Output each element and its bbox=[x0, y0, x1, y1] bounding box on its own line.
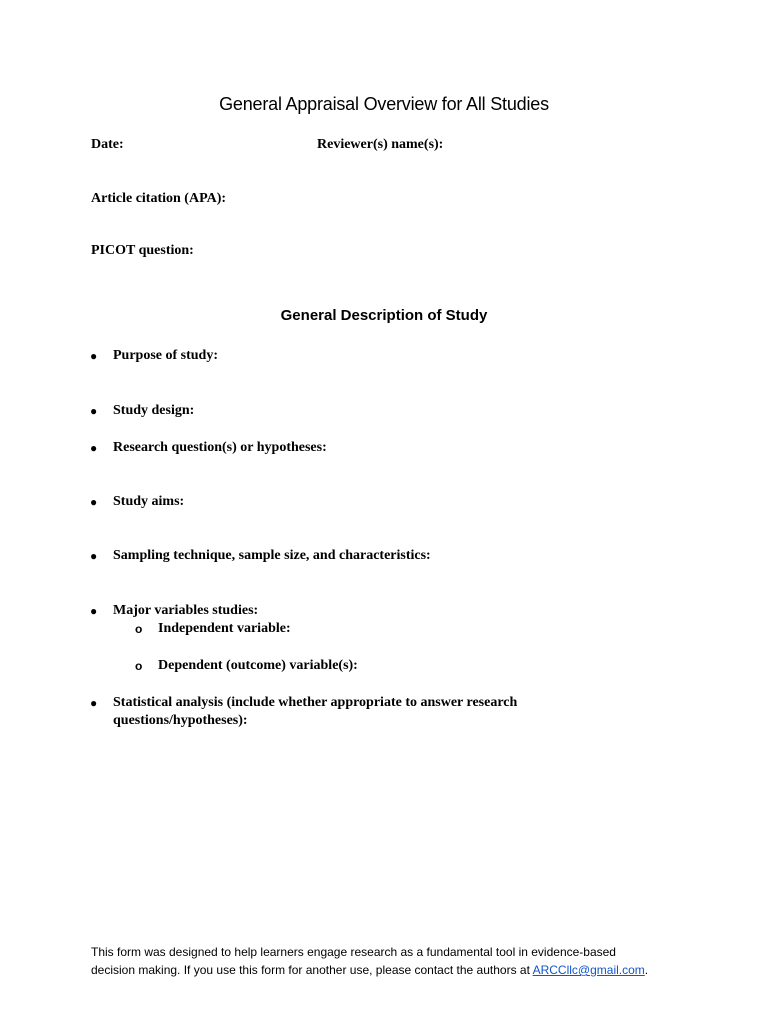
sub-bullet-icon: o bbox=[135, 659, 143, 673]
bullet-icon: ● bbox=[90, 549, 98, 563]
list-item-label: Research question(s) or hypotheses: bbox=[113, 440, 327, 455]
list-item-label-line1: Statistical analysis (include whether appropriate to answer research bbox=[113, 695, 518, 710]
contact-email-link[interactable]: ARCCllc@gmail.com bbox=[532, 963, 645, 977]
footer-note bbox=[91, 943, 711, 979]
section-title: General Description of Study bbox=[280, 307, 488, 324]
bullet-icon: ● bbox=[90, 495, 98, 509]
page-title: General Appraisal Overview for All Studies bbox=[219, 94, 549, 114]
sub-item-label: Independent variable: bbox=[158, 621, 291, 636]
bullet-icon: ● bbox=[90, 404, 98, 418]
bullet-icon: ● bbox=[90, 441, 98, 455]
footer-line2-prefix: decision making. If you use this form for another use, please contact the authors at bbox=[91, 963, 533, 977]
footer-line1: This form was designed to help learners engage research as a fundamental tool in evidence-based bbox=[91, 945, 616, 959]
list-item-label: Purpose of study: bbox=[113, 348, 219, 363]
citation-label: Article citation (APA): bbox=[91, 191, 227, 206]
bullet-icon: ● bbox=[90, 696, 98, 710]
list-item-label: Sampling technique, sample size, and characteristics: bbox=[113, 548, 431, 563]
bullet-icon: ● bbox=[90, 604, 98, 618]
list-item-label: Major variables studies: bbox=[113, 603, 259, 618]
reviewer-label: Reviewer(s) name(s): bbox=[317, 137, 444, 152]
sub-item-label: Dependent (outcome) variable(s): bbox=[158, 658, 358, 673]
list-item-label-line2: questions/hypotheses): bbox=[113, 713, 248, 728]
list-item-label: Study aims: bbox=[113, 494, 185, 509]
date-label: Date: bbox=[91, 137, 124, 152]
sub-bullet-icon: o bbox=[135, 622, 143, 636]
bullet-icon: ● bbox=[90, 349, 98, 363]
picot-label: PICOT question: bbox=[91, 243, 194, 258]
list-item-label: Study design: bbox=[113, 403, 195, 418]
list-item-statistical-analysis bbox=[90, 694, 650, 734]
footer-line2-suffix: . bbox=[644, 963, 649, 977]
